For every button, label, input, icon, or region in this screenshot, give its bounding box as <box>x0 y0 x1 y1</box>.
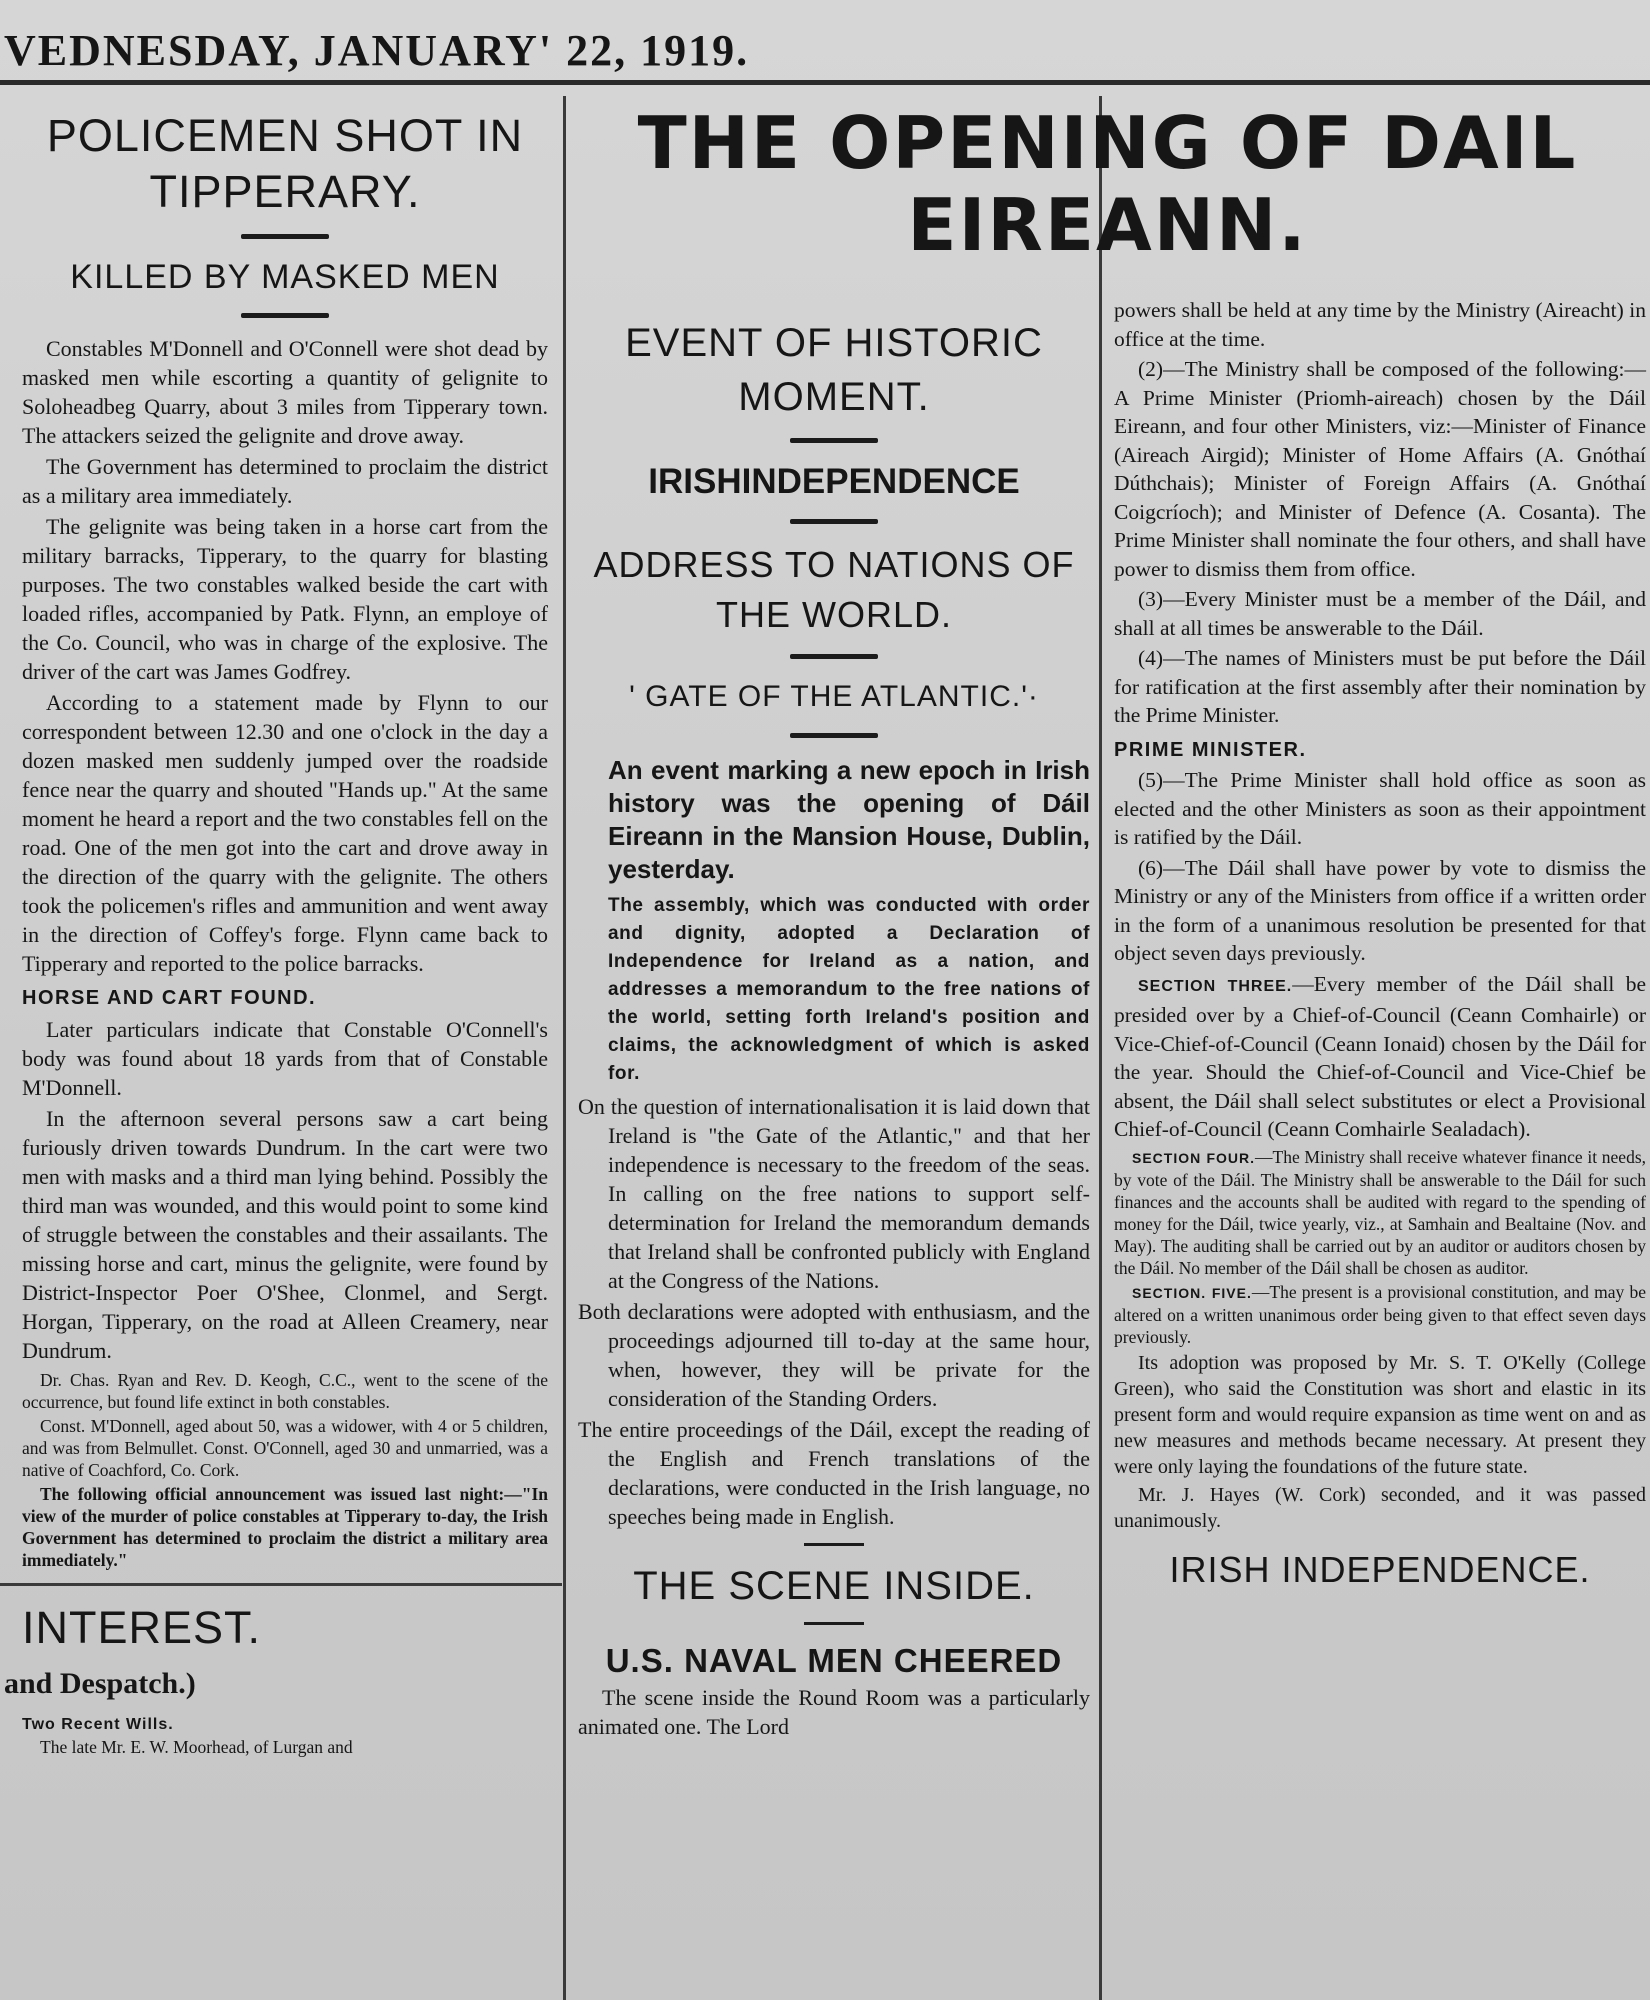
section-three-text: —Every member of the Dáil shall be presided over by a Chief-of-Council (Ceann Comhairle) or Vice-Chief-of-Council (Ceann Ionaid) chosen by the Dáil for the year. Should the Chief-of-Council and Vice-Chief be absent, the Dáil shall select substitutes or elect a Provisional Chief-of-Council (Ceann Comhairle Sealadach). <box>1114 971 1647 1141</box>
lead-paragraph: An event marking a new epoch in Irish history was the opening of Dáil Eireann in the Mansion House, Dublin, yesterday. <box>608 755 1090 884</box>
right-column <box>1106 96 1650 2000</box>
headline-dash <box>241 234 329 239</box>
scene-paragraph: The scene inside the Round Room was a particularly animated one. The Lord <box>578 1685 1090 1739</box>
prime-minister-heading: PRIME MINISTER. <box>1114 738 1307 761</box>
constitution-small <box>1114 1146 1646 1348</box>
dail-headline: THE OPENING OF DAIL EIREANN. <box>637 101 1578 267</box>
article-paragraph: Constables M'Donnell and O'Connell were shot dead by masked men while escorting a quantity of gelignite to Soloheadbeg Quarry, about 3 miles from Tipperary town. The attackers seized the gelignite and drove away. <box>22 336 548 448</box>
deck-dash <box>790 654 878 659</box>
section-rule <box>0 1583 562 1586</box>
constitution-body <box>1114 296 1646 1144</box>
article-paragraph: On the question of internationalisation it is laid down that Ireland is "the Gate of the Atlantic," and that her independence is necessary to the freedom of the seas. In calling on the free nations to support self-determination for Ireland the memorandum demands that Ireland shall be confronted publicly with England at the Congress of the Nations. <box>578 1094 1090 1293</box>
gate-deck: ' GATE OF THE ATLANTIC.'· <box>629 680 1039 713</box>
article-paragraph: The Government has determined to proclaim the district as a military area immediately. <box>22 454 548 508</box>
deck-dash <box>790 733 878 738</box>
section-five-paragraph <box>1114 1281 1646 1348</box>
interest-headline: INTEREST. <box>22 1602 262 1653</box>
article-paragraph: Mr. J. Hayes (W. Cork) seconded, and it was passed unanimously. <box>1114 1483 1646 1532</box>
section-four-paragraph <box>1114 1146 1646 1279</box>
article-paragraph: According to a statement made by Flynn to our correspondent between 12.30 and one o'clock in the day a dozen masked men suddenly jumped over the roadside fence near the quarry and shouted "Hands up." At the same moment he heard a report and the two constables fell on the road. One of the men got into the cart and drove away in the direction of the quarry with the gelignite. The others took the policemen's rifles and ammunition and went away in the direction of Coffey's forge. Flynn came back to Tipperary and reported to the police barracks. <box>22 690 548 976</box>
constitution-article <box>1106 296 1650 2000</box>
subhead-dash <box>241 313 329 318</box>
deck-dash <box>790 519 878 524</box>
left-column <box>0 96 562 2000</box>
constitution-closing <box>1114 1350 1646 1534</box>
policemen-headline: POLICEMEN SHOT IN TIPPERARY. <box>46 110 524 217</box>
column-rule-left <box>563 96 566 2000</box>
policemen-notes <box>22 1369 548 1571</box>
dateline: VEDNESDAY, JANUARY' 22, 1919. <box>4 26 750 75</box>
scene-rule <box>804 1543 864 1546</box>
column-rule-right <box>1099 96 1102 2000</box>
horse-cart-heading: HORSE AND CART FOUND. <box>22 987 317 1009</box>
official-notice: The following official announcement was issued last night:—"In view of the murder of police constables at Tipperary to-day, the Irish Government has determined to proclaim the district a military area immediately." <box>22 1484 548 1570</box>
article-paragraph: (4)—The names of Ministers must be put before the Dáil for ratification at the first assembly after their nomination by the Prime Minister. <box>1114 646 1646 727</box>
deck-dash <box>790 438 878 443</box>
section-four-text: —The Ministry shall receive whatever finance it needs, by vote of the Dáil. The Ministry shall be answerable to the Dáil for such finances and the accounts shall be audited with regard to the spending of money for the Dáil, twice yearly, viz., at Samhain and Bealtaine (Nov. and May). The auditing shall be carried out by an auditor or auditors chosen by the Dáil. No member of the Dáil shall be chosen as auditor. <box>1114 1146 1646 1278</box>
summary-paragraph: The assembly, which was conducted with order and dignity, adopted a Declaration of Independence for Ireland as a nation, and addresses a memorandum to the free nations of the world, setting forth Ireland's position and claims, the acknowledgment of which is asked for. <box>608 895 1090 1084</box>
article-paragraph: Its adoption was proposed by Mr. S. T. O'Kelly (College Green), who said the Constitution was short and elastic in its present form and would require expansion as time went on and as new measures and methods became necessary. At present they were only laying the foundations of the future state. <box>1114 1351 1646 1478</box>
section-three-label: SECTION THREE. <box>1138 977 1293 995</box>
scene-headline: THE SCENE INSIDE. <box>633 1564 1035 1608</box>
scene-dash <box>804 1622 864 1625</box>
article-paragraph: Later particulars indicate that Constable O'Connell's body was found about 18 yards from that of Constable M'Donnell. <box>22 1017 548 1100</box>
event-deck: EVENT OF HISTORIC MOMENT. <box>625 321 1043 419</box>
address-deck: ADDRESS TO NATIONS OF THE WORLD. <box>593 544 1075 635</box>
section-five-label: SECTION. FIVE. <box>1132 1284 1252 1301</box>
article-paragraph: Both declarations were adopted with enthusiasm, and the proceedings adjourned till to-day at the same hour, when, however, they will be private for the consideration of the Standing Orders. <box>578 1299 1090 1411</box>
section-five-text: —The present is a provisional constitution, and may be altered on a written unanimous order being given to that effect seven days previously. <box>1114 1281 1647 1347</box>
wills-paragraph: The late Mr. E. W. Moorhead, of Lurgan and <box>40 1737 353 1757</box>
wills-heading: Two Recent Wills. <box>22 1716 174 1733</box>
dail-article <box>578 1092 1090 1531</box>
irish-independence-headline: IRISH INDEPENDENCE. <box>1169 1548 1591 1590</box>
scene-article <box>578 1683 1090 1741</box>
independence-deck: IRISHINDEPENDENCE <box>648 462 1020 501</box>
article-paragraph: The gelignite was being taken in a horse cart from the military barracks, Tipperary, to the quarry for blasting purposes. The two constables walked beside the cart with loaded rifles, accompanied by Patk. Flynn, an employe of the Co. Council, who was in charge of the explosive. The driver of the cart was James Godfrey. <box>22 514 548 684</box>
article-paragraph: (3)—Every Minister must be a member of the Dáil, and shall at all times be answerable to the Dáil. <box>1114 587 1646 640</box>
wills-text <box>22 1736 548 1758</box>
despatch-subhead: and Despatch.) <box>4 1667 196 1700</box>
article-paragraph: In the afternoon several persons saw a cart being furiously driven towards Dundrum. In the cart were two men with masks and a third man lying behind. Possibly the third man was wounded, and this would point to some kind of struggle between the constables and their assailants. The missing horse and cart, minus the gelignite, were found by District-Inspector Poer O'Shee, Clonmel, and Sergt. Horgan, Tipperary, on the road at Alleen Creamery, near Dundrum. <box>22 1106 548 1363</box>
naval-subhead: U.S. NAVAL MEN CHEERED <box>605 1642 1063 1679</box>
article-paragraph: powers shall be held at any time by the Ministry (Aireacht) in office at the time. <box>1114 298 1646 351</box>
note-paragraph: Const. M'Donnell, aged about 50, was a widower, with 4 or 5 children, and was from Belmullet. Const. O'Connell, aged 30 and unmarried, was a native of Coachford, Co. Cork. <box>22 1416 548 1480</box>
section-three-paragraph <box>1114 970 1646 1144</box>
section-four-label: SECTION FOUR. <box>1132 1149 1255 1166</box>
article-paragraph: The entire proceedings of the Dáil, except the reading of the English and French translations of the declarations, were conducted in the Irish language, no speeches being made in English. <box>578 1417 1090 1529</box>
killed-subhead: KILLED BY MASKED MEN <box>70 258 500 296</box>
article-paragraph: (5)—The Prime Minister shall hold office as soon as elected and the other Ministers as soon as their appointment is ratified by the Dáil. <box>1114 768 1646 849</box>
article-paragraph: (6)—The Dáil shall have power by vote to dismiss the Ministry or any of the Ministers from office if a written order in the form of a unanimous resolution be presented for that object seven days previously. <box>1114 855 1646 965</box>
policemen-article <box>22 334 548 1365</box>
note-paragraph: Dr. Chas. Ryan and Rev. D. Keogh, C.C., went to the scene of the occurrence, but found life extinct in both constables. <box>22 1370 548 1412</box>
article-paragraph: (2)—The Ministry shall be composed of the following:—A Prime Minister (Priomh-aireach) chosen by the Dáil Eireann, and four other Ministers, viz:—Minister of Finance (Aireach Airgid); Minister of Home Affairs (A. Gnóthaí Dúthchais); Minister of Foreign Affairs (A. Gnóthaí Coigcríoch); and Minister of Defence (A. Cosanta). The Prime Minister shall nominate the four others, and shall have power to dismiss them from office. <box>1114 357 1646 581</box>
masthead-rule <box>0 80 1650 85</box>
